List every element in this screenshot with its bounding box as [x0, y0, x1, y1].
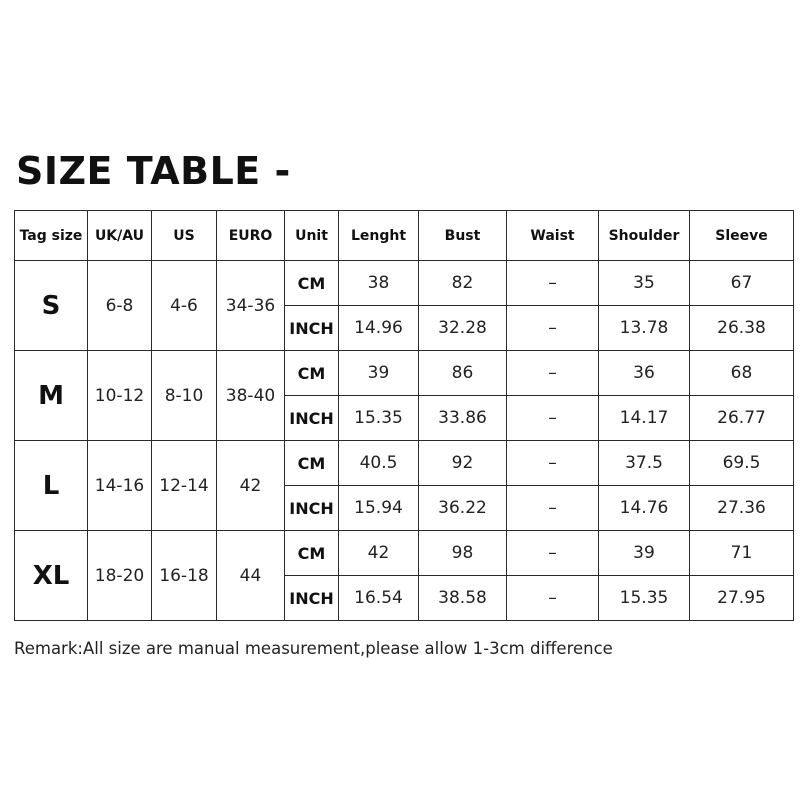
- header-waist: Waist: [507, 211, 599, 261]
- waist-cell: –: [507, 306, 599, 351]
- waist-cell: –: [507, 261, 599, 306]
- tag-size-cell: XL: [15, 531, 88, 621]
- length-cell: 39: [339, 351, 419, 396]
- shoulder-cell: 35: [599, 261, 690, 306]
- tag-size-cell: S: [15, 261, 88, 351]
- waist-cell: –: [507, 576, 599, 621]
- bust-cell: 98: [419, 531, 507, 576]
- header-euro: EURO: [217, 211, 285, 261]
- euro-cell: 42: [217, 441, 285, 531]
- header-tag-size: Tag size: [15, 211, 88, 261]
- length-cell: 14.96: [339, 306, 419, 351]
- bust-cell: 33.86: [419, 396, 507, 441]
- header-unit: Unit: [285, 211, 339, 261]
- unit-cell: INCH: [285, 396, 339, 441]
- length-cell: 15.94: [339, 486, 419, 531]
- shoulder-cell: 13.78: [599, 306, 690, 351]
- sleeve-cell: 67: [690, 261, 794, 306]
- length-cell: 40.5: [339, 441, 419, 486]
- euro-cell: 44: [217, 531, 285, 621]
- us-cell: 4-6: [152, 261, 217, 351]
- size-table: [14, 210, 794, 621]
- shoulder-cell: 39: [599, 531, 690, 576]
- page-title: SIZE TABLE -: [16, 149, 291, 193]
- sleeve-cell: 26.38: [690, 306, 794, 351]
- euro-cell: 34-36: [217, 261, 285, 351]
- uk-au-cell: 18-20: [88, 531, 152, 621]
- shoulder-cell: 37.5: [599, 441, 690, 486]
- bust-cell: 82: [419, 261, 507, 306]
- table-row: [15, 261, 794, 306]
- unit-cell: CM: [285, 441, 339, 486]
- euro-cell: 38-40: [217, 351, 285, 441]
- length-cell: 38: [339, 261, 419, 306]
- waist-cell: –: [507, 351, 599, 396]
- bust-cell: 86: [419, 351, 507, 396]
- uk-au-cell: 10-12: [88, 351, 152, 441]
- unit-cell: CM: [285, 351, 339, 396]
- bust-cell: 92: [419, 441, 507, 486]
- us-cell: 16-18: [152, 531, 217, 621]
- unit-cell: INCH: [285, 486, 339, 531]
- tag-size-cell: M: [15, 351, 88, 441]
- header-shoulder: Shoulder: [599, 211, 690, 261]
- header-bust: Bust: [419, 211, 507, 261]
- header-row: [15, 211, 794, 261]
- sleeve-cell: 27.95: [690, 576, 794, 621]
- bust-cell: 36.22: [419, 486, 507, 531]
- header-sleeve: Sleeve: [690, 211, 794, 261]
- length-cell: 16.54: [339, 576, 419, 621]
- header-uk-au: UK/AU: [88, 211, 152, 261]
- unit-cell: CM: [285, 261, 339, 306]
- sleeve-cell: 27.36: [690, 486, 794, 531]
- table-row: [15, 441, 794, 486]
- shoulder-cell: 14.17: [599, 396, 690, 441]
- shoulder-cell: 15.35: [599, 576, 690, 621]
- bust-cell: 32.28: [419, 306, 507, 351]
- length-cell: 42: [339, 531, 419, 576]
- uk-au-cell: 14-16: [88, 441, 152, 531]
- sleeve-cell: 71: [690, 531, 794, 576]
- waist-cell: –: [507, 441, 599, 486]
- unit-cell: INCH: [285, 576, 339, 621]
- waist-cell: –: [507, 396, 599, 441]
- sleeve-cell: 26.77: [690, 396, 794, 441]
- length-cell: 15.35: [339, 396, 419, 441]
- bust-cell: 38.58: [419, 576, 507, 621]
- us-cell: 8-10: [152, 351, 217, 441]
- waist-cell: –: [507, 486, 599, 531]
- table-row: [15, 351, 794, 396]
- remark-text: Remark:All size are manual measurement,please allow 1-3cm difference: [14, 639, 613, 658]
- waist-cell: –: [507, 531, 599, 576]
- unit-cell: CM: [285, 531, 339, 576]
- table-row: [15, 531, 794, 576]
- unit-cell: INCH: [285, 306, 339, 351]
- sleeve-cell: 69.5: [690, 441, 794, 486]
- shoulder-cell: 14.76: [599, 486, 690, 531]
- us-cell: 12-14: [152, 441, 217, 531]
- shoulder-cell: 36: [599, 351, 690, 396]
- header-us: US: [152, 211, 217, 261]
- uk-au-cell: 6-8: [88, 261, 152, 351]
- tag-size-cell: L: [15, 441, 88, 531]
- sleeve-cell: 68: [690, 351, 794, 396]
- header-length: Lenght: [339, 211, 419, 261]
